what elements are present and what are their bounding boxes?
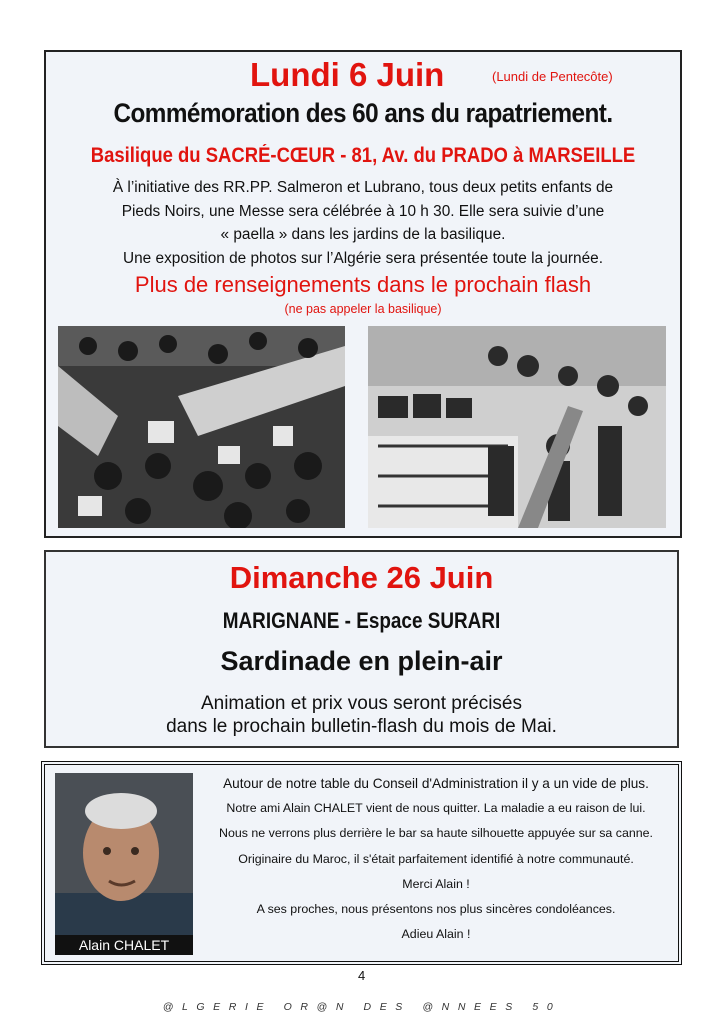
event-box-sardinade (44, 550, 679, 748)
ship-boarding-photo (368, 326, 666, 528)
description-line: Pieds Noirs, une Messe sera célébrée à 10 h 30. Elle sera suivie d’une (121, 202, 605, 220)
description-line: Une exposition de photos sur l’Algérie sera présentée toute la journée. (123, 249, 603, 267)
no-call-note: (ne pas appeler la basilique) (284, 302, 442, 316)
info-line: dans le prochain bulletin-flash du mois de Mai. (166, 716, 557, 737)
event-box-pentecost (44, 50, 682, 538)
portrait-caption: Alain CHALET (55, 935, 193, 955)
tribute-text (201, 775, 671, 952)
description-line: À l’initiative des RR.PP. Salmeron et Lubrano, tous deux petits enfants de (112, 179, 614, 196)
tribute-line: Nous ne verrons plus derrière le bar sa haute silhouette appuyée sur sa canne. (219, 826, 653, 841)
event-date: Lundi 6 Juin (250, 56, 445, 93)
more-info-note: Plus de renseignements dans le prochain flash (134, 272, 592, 297)
tribute-line: Originaire du Maroc, il s'était parfaitement identifié à notre communauté. (238, 851, 634, 866)
crowd-photo (58, 326, 345, 528)
crowd-photo-image (58, 326, 345, 528)
page-number: 4 (358, 968, 366, 983)
tribute-line: Adieu Alain ! (401, 927, 471, 942)
description-line: « paella » dans les jardins de la basilique. (220, 226, 506, 243)
tribute-box (41, 761, 682, 965)
event-date: Dimanche 26 Juin (229, 560, 494, 595)
event-place: Basilique du SACRÉ-CŒUR - 81, Av. du PRADO à MARSEILLE (90, 144, 636, 167)
event-date-note: (Lundi de Pentecôte) (492, 69, 613, 84)
event-info (46, 692, 677, 738)
portrait-image (55, 773, 193, 955)
event-description (56, 176, 670, 270)
ship-boarding-photo-image (368, 326, 666, 528)
tribute-line: A ses proches, nous présentons nos plus sincères condoléances. (256, 902, 616, 917)
tribute-line: Autour de notre table du Conseil d'Administration il y a un vide de plus. (223, 776, 649, 791)
info-line: Animation et prix vous seront précisés (200, 693, 523, 714)
portrait-photo (55, 773, 193, 955)
tribute-line: Notre ami Alain CHALET vient de nous quitter. La maladie a eu raison de lui. (226, 801, 646, 815)
event-title: Commémoration des 60 ans du rapatriement. (113, 98, 613, 128)
tribute-line: Merci Alain ! (402, 876, 470, 891)
event-place: MARIGNANE - Espace SURARI (222, 608, 501, 633)
page-footer: @LGERIE OR@N DES @NNEES 50 (162, 1001, 562, 1013)
event-title: Sardinade en plein-air (220, 646, 503, 676)
